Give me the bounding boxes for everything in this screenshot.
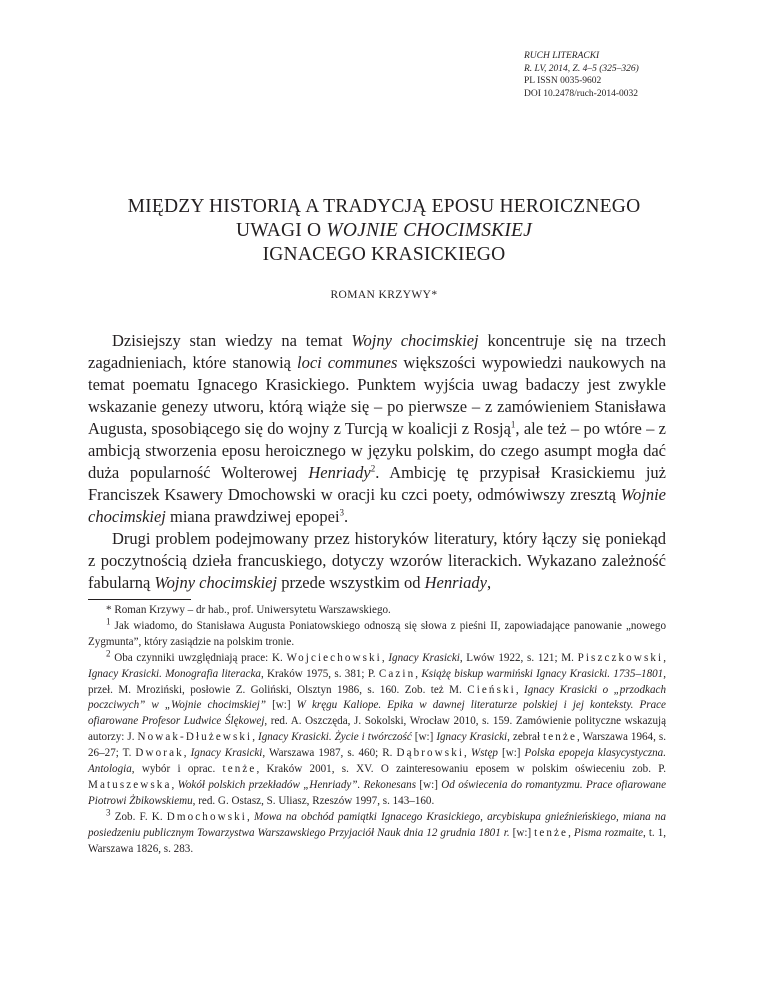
footnote-separator	[88, 599, 191, 600]
footnote-ref-3: 3	[339, 507, 345, 518]
author-footnote-mark: *	[431, 289, 438, 301]
paragraph-2: Drugi problem podejmowany przez historyków literatury, który łączy się poniekąd z poczytnością dzieła francuskiego, dotyczy wzorów literackich. Wykazano zależność fabularną Wojny chocimskiej przede wszystkim od Henriady,	[88, 529, 666, 592]
title-line-1: MIĘDZY HISTORIĄ A TRADYCJĄ EPOSU HEROICZNEGO	[127, 196, 641, 217]
author-name: ROMAN KRZYWY*	[330, 289, 438, 301]
article-title	[60, 195, 708, 267]
title-line-2: UWAGI O WOJNIE CHOCIMSKIEJ	[235, 220, 533, 241]
footnote-1: $^1$ Jak wiadomo, do Stanisława Augusta Poniatowskiego odnoszą się słowa z pieśni II, zapowiadające panowanie „nowego Zygmunta”, który zasiądzie na polskim tronie.	[88, 616, 666, 648]
journal-doi: DOI 10.2478/ruch-2014-0032	[524, 88, 638, 99]
journal-issn: PL ISSN 0035-9602	[524, 76, 602, 86]
title-work-name: WOJNIE CHOCIMSKIEJ	[326, 220, 533, 241]
title-line-3: IGNACEGO KRASICKIEGO	[262, 244, 506, 265]
footnote-ref-2: 2	[370, 463, 376, 474]
journal-header	[524, 50, 724, 100]
paragraph-1: Dzisiejszy stan wiedzy na temat Wojny chocimskiej koncentruje się na trzech zagadnieniach, które stanowią loci communes większości wypowiedzi naukowych na temat poematu Ignacego Krasickiego. Punktem wyjścia uwag badaczy jest zwykle wskazanie genezy utworu, którą wiąże się – po pierwsze – z zamówieniem Stanisława Augusta, sposobiącego się do wojny z Turcją w koalicji z Rosją$^1$, ale też – po wtóre – z ambicją stworzenia eposu heroicznego w języku polskim, do czego asumpt mogła dać duża popularność Wolterowej Henriady$^2$. Ambicję tę przypisał Krasickiemu już Franciszek Ksawery Dmochowski w oracji ku czci poety, odmówiwszy zresztą Wojnie chocimskiej miana prawdziwej epopei$^3$.	[88, 331, 667, 526]
footnote-2: $^2$ Oba czynniki uwzględniają prace: K. Wojciechowski, Ignacy Krasicki, Lwów 1922, s. 121; M. Piszczkowski, Ignacy Krasicki. Monografia literacka, Kraków 1975, s. 381; P. Cazin, Książę biskup warmiński Ignacy Krasicki. 1735–1801, przeł. M. Mroziński, posłowie Z. Goliński, Olsztyn 1986, s. 160. Zob. też M. Cieński, Ignacy Krasicki o „przodkach poczciwych” w „Wojnie chocimskiej” [w:] W kręgu Kaliope. Epika w dawnej literaturze polskiej i jej konteksty. Prace ofiarowane Profesor Ludwice Ślękowej, red. A. Oszczęda, J. Sokolski, Wrocław 2010, s. 159. Zamówienie polityczne wskazują autorzy: J. Nowak-Dłużewski, Ignacy Krasicki. Życie i twórczość [w:] Ignacy Krasicki, zebrał tenże, Warszawa 1964, s. 26–27; T. Dworak, Ignacy Krasicki, Warszawa 1987, s. 460; R. Dąbrowski, Wstęp [w:] Polska epopeja klasycystyczna. Antologia, wybór i oprac. tenże, Kraków 2001, s. XV. O zainteresowaniu eposem w polskim oświeceniu zob. P. Matuszewska, Wokół polskich przekładów „Henriady”. Rekonesans [w:] Od oświecenia do romantyzmu. Prace ofiarowane Piotrowi Żbikowskiemu, red. G. Ostasz, S. Uliasz, Rzeszów 1997, s. 143–160.	[88, 648, 667, 807]
journal-name: RUCH LITERACKI	[524, 51, 600, 61]
journal-issue: R. LV, 2014, Z. 4–5 (325–326)	[524, 63, 639, 74]
footnote-3: $^3$ Zob. F. K. Dmochowski, Mowa na obchód pamiątki Ignacego Krasickiego, arcybiskupa gnieźnieńskiego, miana na posiedzeniu publicznym Towarzystwa Warszawskiego Przyjaciół Nauk dnia 12 grudnia 1801 r. [w:] tenże, Pisma rozmaite, t. 1, Warszawa 1826, s. 283.	[88, 807, 667, 855]
footnote-author: * Roman Krzywy – dr hab., prof. Uniwersytetu Warszawskiego.	[106, 604, 391, 616]
footnote-ref-1: 1	[510, 419, 516, 430]
footnotes	[88, 603, 666, 858]
article-body	[88, 330, 666, 594]
